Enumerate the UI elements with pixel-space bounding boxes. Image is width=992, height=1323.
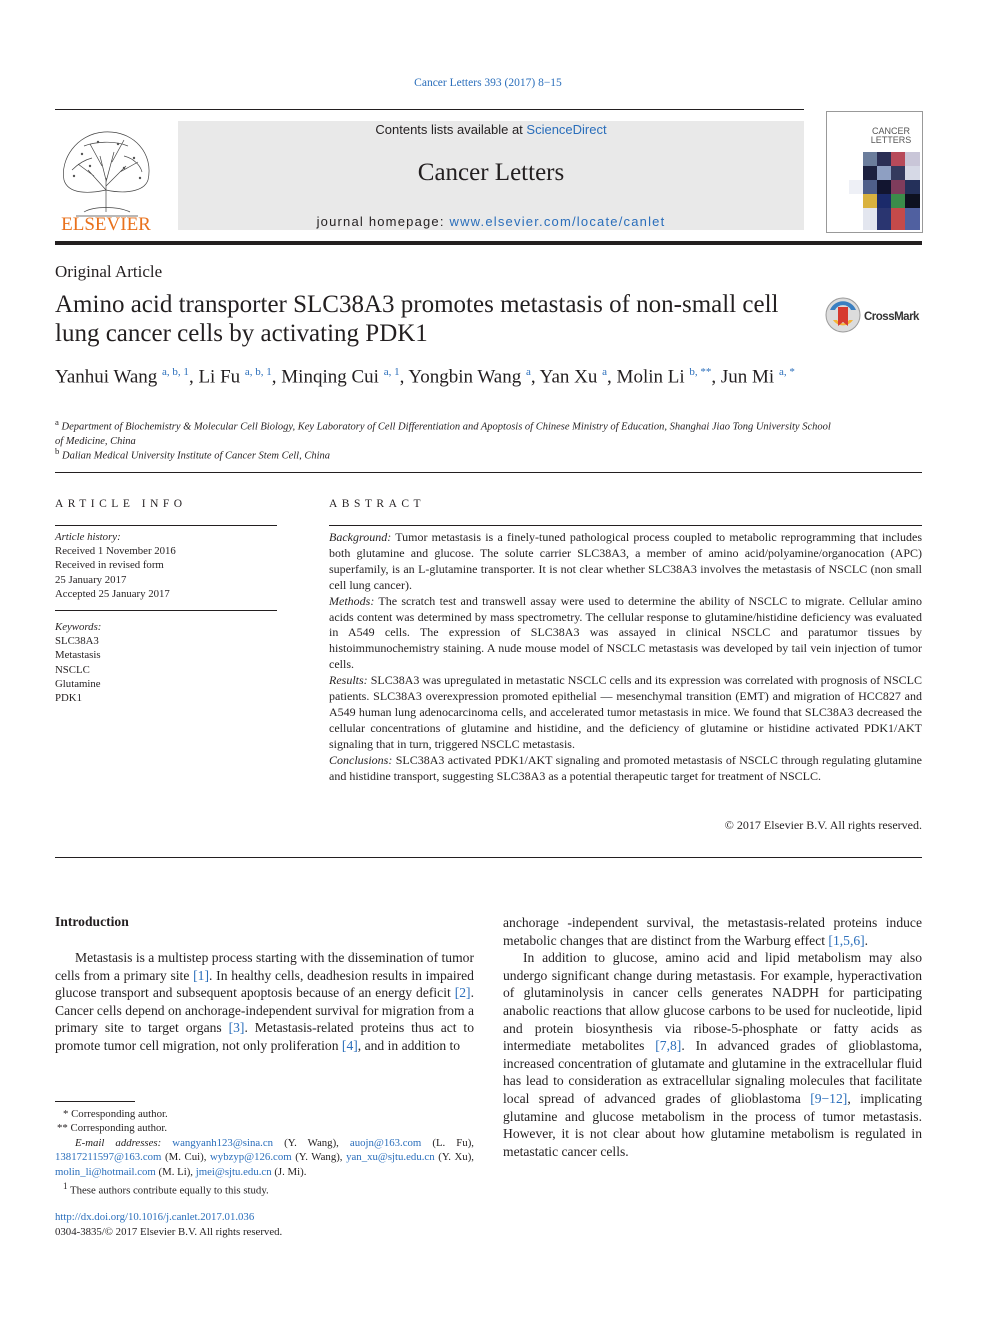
body-paragraph: [503, 914, 922, 949]
keyword: SLC38A3: [55, 635, 99, 648]
abstract-methods: [329, 594, 922, 674]
body-right-column: [503, 914, 922, 1160]
citation-link[interactable]: [9−12]: [810, 1090, 848, 1106]
author-name: Minqing Cui: [281, 366, 384, 388]
crossmark-icon: [825, 296, 925, 336]
sciencedirect-link[interactable]: ScienceDirect: [526, 122, 607, 137]
abstract-section-label: Methods:: [329, 593, 375, 608]
keyword: Glutamine: [55, 677, 101, 690]
abstract-section-label: Conclusions:: [329, 752, 393, 767]
footnote-corresponding-2: ** Corresponding author.: [57, 1122, 168, 1135]
history-item: Received in revised form: [55, 559, 164, 572]
journal-banner: [178, 121, 804, 230]
abstract-heading: ABSTRACT: [329, 498, 426, 510]
footnote-text: Corresponding author.: [71, 1108, 168, 1120]
email-owner: (Y. Wang),: [291, 1151, 347, 1164]
crossmark-label: CrossMark: [864, 311, 919, 323]
header-thick-rule: [55, 241, 922, 245]
contents-line: [178, 122, 804, 137]
citation-link[interactable]: [3]: [228, 1020, 245, 1036]
header-rule: [55, 109, 804, 110]
history-item: Accepted 25 January 2017: [55, 587, 170, 600]
email-link[interactable]: wybzyp@126.com: [210, 1151, 292, 1164]
homepage-link[interactable]: www.elsevier.com/locate/canlet: [449, 214, 666, 229]
citation-link[interactable]: [1]: [193, 967, 209, 983]
keywords-rule: [55, 610, 277, 611]
cover-title-line2: LETTERS: [870, 135, 912, 145]
author-affiliation-marks[interactable]: a: [602, 366, 608, 378]
journal-name: Cancer Letters: [417, 159, 565, 186]
homepage-prefix: journal homepage:: [316, 214, 450, 229]
body-text: , implicating glutamine and glucose metabolism in the process of tumor metastasis. However, it is not clear about how glutamine metabolism is regulated in metastatic cancer cells.: [503, 1090, 922, 1159]
footnote-text: Corresponding author.: [70, 1122, 168, 1135]
history-label: Article history:: [55, 531, 121, 543]
citation-link[interactable]: [2]: [454, 985, 471, 1001]
keyword: NSCLC: [55, 663, 90, 676]
body-text: anchorage -independent survival, the metastasis-related proteins induce metabolic changes that are distinct from the Warburg effect: [503, 915, 922, 948]
author-affiliation-marks[interactable]: a, 1: [383, 366, 400, 378]
article-info-rule: [55, 525, 277, 526]
author-affiliation-marks[interactable]: a, *: [778, 366, 795, 378]
footnote-rule: [55, 1101, 135, 1102]
abstract-section-text: SLC38A3 was upregulated in metastatic NSCLC cells and its expression was correlated with prognosis of NSCLC patients. SLC38A3 overexpression promoted epithelial — mesenchymal transition (EMT) and migration of HCC827 and A549 human lung adenocarcinoma cells, and accelerated tumor metastasis in mice. We found that SLC38A3 decreased the cellular concentrations of glutamine and histidine, and the deficiency of glutamine or histidine activated PDK1/AKT signaling that in turn, triggered NSCLC metastasis.: [329, 673, 922, 751]
email-owner: (M. Li),: [155, 1165, 196, 1178]
email-owner: (J. Mi).: [271, 1165, 307, 1178]
body-paragraph: [55, 949, 474, 1055]
journal-cover-image: [827, 112, 922, 232]
body-left-column: [55, 949, 474, 1055]
body-text: . In healthy cells, deadhesion results in impaired glucose transport and subsequent apoptosis because of an energy deficit: [55, 967, 474, 1001]
history-item: Received 1 November 2016: [55, 545, 176, 558]
email-link[interactable]: jmei@sjtu.edu.cn: [195, 1165, 272, 1178]
affiliation-text: Dalian Medical University Institute of Cancer Stem Cell, China: [62, 450, 331, 462]
author-name: Jun Mi: [720, 366, 779, 388]
elsevier-tree-icon: [54, 120, 158, 232]
author-name: Yan Xu: [539, 366, 603, 388]
footnote-text: These authors contribute equally to this study.: [70, 1184, 269, 1197]
body-text: . Metastasis-related proteins thus act to promote tumor cell migration, not only proliferation: [55, 1020, 474, 1053]
footnote-equal-contribution: $^1$ These authors contribute equally to this study.: [63, 1181, 269, 1197]
abstract-section-text: The scratch test and transwell assay were used to determine the ability of NSCLC to migrate. Cellular amino acids content was determined by mass spectrometry. The cellular response to glutamine/histidine deficiency was evaluated in A549 cells. The expression of SLC38A3 was assayed in clinical NSCLC and paratumor tissues by histoimmunochemistry staining. A nude mouse model of NSCLC metastasis was developed by tail vein injection of tumor cells.: [329, 593, 922, 672]
issn-line: 0304-3835/© 2017 Elsevier B.V. All rights reserved.: [55, 1226, 283, 1238]
author-name: Yanhui Wang: [55, 366, 163, 388]
email-owner: (Y. Wang),: [273, 1136, 350, 1149]
author-name: Molin Li: [616, 366, 690, 388]
abstract-background: [329, 530, 922, 594]
abstract-conclusions: [329, 753, 922, 785]
crossmark-badge[interactable]: [825, 296, 925, 336]
keywords-label: Keywords:: [55, 621, 102, 633]
affiliation-rule: [55, 472, 922, 473]
keyword: Metastasis: [55, 649, 101, 662]
keyword: PDK1: [55, 692, 82, 705]
email-owner: (M. Cui),: [161, 1151, 210, 1164]
email-label: E-mail addresses:: [75, 1136, 162, 1149]
introduction-heading: Introduction: [55, 914, 129, 929]
abstract-section-label: Background:: [329, 530, 392, 544]
history-item: 25 January 2017: [55, 573, 127, 586]
email-link[interactable]: yan_xu@sjtu.edu.cn: [346, 1151, 435, 1164]
body-text: . In advanced grades of glioblastoma, increased concentration of glutamate and glutamine in the extracellular fluid has lead to consideration as extracellular signaling molecules that facilitate local spread of advanced grades of glioblastoma: [503, 1038, 922, 1106]
email-link[interactable]: molin_li@hotmail.com: [55, 1165, 156, 1178]
abstract-section-label: Results:: [329, 673, 368, 688]
author-affiliation-marks[interactable]: b, **: [689, 366, 712, 378]
body-text: , and in addition to: [357, 1037, 461, 1053]
abstract-section-text: Tumor metastasis is a finely-tuned pathological process coupled to metabolic reprogramming that includes both glutamine and glucose. The solute carrier SLC38A3, a member of amino acid/polyamine/organocation (APC) superfamily, is an L-glutamine transporter. It is not clear whether SLC38A3 involves the metastasis of NSCLC (non small cell lung cancer).: [329, 530, 922, 592]
article-info-heading: ARTICLE INFO: [55, 498, 187, 510]
body-text: . Cancer cells depend on anchorage-independent survival for migration from a primary site to target organs: [55, 985, 474, 1036]
journal-citation[interactable]: Cancer Letters 393 (2017) 8−15: [414, 77, 562, 89]
author-list: Yanhui Wang $^{a, b, 1}$, Li Fu $^{a, b, 1}$, Minqing Cui $^{a, 1}$, Yongbin Wang $^a$, Yan Xu $^a$, Molin Li $^{b, **}$, Jun Mi $^{a, *}$: [55, 366, 795, 388]
email-link[interactable]: 13817211597@163.com: [55, 1151, 162, 1164]
abstract-rule: [329, 525, 922, 526]
abstract-results: [329, 673, 922, 753]
affiliation-label: a: [55, 417, 59, 427]
contents-prefix: Contents lists available at: [375, 122, 527, 137]
author-name: Li Fu: [198, 366, 245, 388]
elsevier-wordmark: ELSEVIER: [61, 214, 151, 232]
cover-title-line1: CANCER: [871, 126, 911, 136]
citation-link[interactable]: [1,5,6]: [828, 932, 865, 948]
email-link[interactable]: wangyanh123@sina.cn: [172, 1136, 274, 1149]
body-text: Metastasis is a multistep process starting with the dissemination of tumor cells from a primary site: [55, 950, 474, 983]
email-owner: (Y. Xu),: [434, 1151, 475, 1164]
abstract-section-text: SLC38A3 activated PDK1/AKT signaling and promoted metastasis of NSCLC through regulating glutamine and histidine transport, suggesting SLC38A3 as a potential therapeutic target for treatment of NSCLC.: [329, 752, 923, 783]
doi-link[interactable]: http://dx.doi.org/10.1016/j.canlet.2017.01.036: [55, 1211, 255, 1223]
affiliation-label: b: [55, 446, 60, 456]
journal-homepage: [178, 214, 804, 229]
body-text: In addition to glucose, amino acid and lipid metabolism may also undergo significant change during metastasis. For example, hyperactivation of glutaminolysis in cancer cells generates NADPH for participating anabolic reactions that allow glucose carbons to be used for nucleotide, lipid and protein biosynthesis via ribose-5-phosphate or fatty acids as intermediate metabolites: [503, 950, 922, 1054]
citation-link[interactable]: [4]: [341, 1037, 358, 1053]
abstract-bottom-rule: [55, 857, 922, 858]
article-type: Original Article: [55, 262, 163, 281]
affiliation-b: [55, 444, 835, 464]
citation-link[interactable]: [7,8]: [655, 1038, 682, 1054]
keywords-block: [55, 620, 277, 705]
abstract-body: [329, 530, 922, 785]
email-owner: (L. Fu),: [421, 1136, 474, 1149]
article-title: Amino acid transporter SLC38A3 promotes metastasis of non-small cell lung cancer cells by activating PDK1: [55, 291, 779, 347]
author-name: Yongbin Wang: [408, 366, 526, 388]
footnotes: [55, 1107, 474, 1198]
email-link[interactable]: auojn@163.com: [349, 1136, 422, 1149]
author-affiliation-marks[interactable]: a, b, 1: [244, 366, 272, 378]
elsevier-logo: [54, 120, 158, 232]
affiliation-text: Department of Biochemistry & Molecular Cell Biology, Key Laboratory of Cell Differentiation and Apoptosis of Chinese Ministry of Education, Shanghai Jiao Tong University School of Medicine, China: [55, 421, 831, 447]
journal-cover-thumbnail[interactable]: [826, 111, 923, 233]
article-history: [55, 530, 277, 601]
abstract-copyright: © 2017 Elsevier B.V. All rights reserved.: [724, 818, 922, 832]
footnote-emails: [55, 1136, 474, 1179]
body-paragraph: [503, 949, 922, 1160]
author-affiliation-marks[interactable]: a, b, 1: [162, 366, 189, 378]
body-text: .: [864, 932, 869, 948]
author-affiliation-marks[interactable]: a: [525, 366, 531, 378]
footnote-corresponding-1: * Corresponding author.: [63, 1108, 168, 1120]
